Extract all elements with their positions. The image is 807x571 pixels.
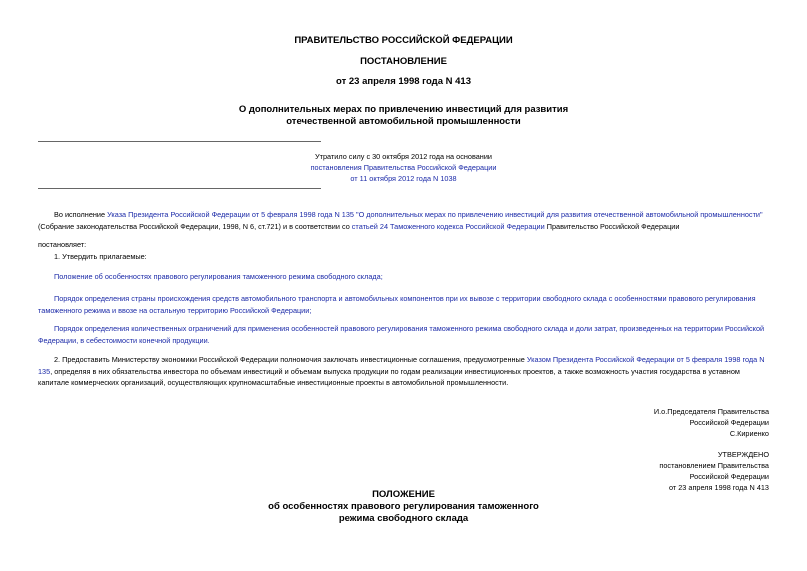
item-2-paragraph	[38, 354, 770, 389]
doc-type-heading: ПОСТАНОВЛЕНИЕ	[360, 56, 447, 67]
intro-paragraph	[38, 209, 770, 232]
signature-position: И.о.Председателя Правительства	[653, 407, 769, 416]
regulation-subtitle-line-1: об особенностях правового регулирования таможенного	[268, 501, 539, 512]
item-1-text: 1. Утвердить прилагаемые:	[54, 252, 147, 261]
approval-date: от 23 апреля 1998 года N 413	[668, 483, 769, 492]
signature-name: С.Кириенко	[729, 429, 769, 438]
item-2-prefix-text: 2. Предоставить Министерству экономики Российской Федерации полномочия заключать инвестиционные соглашения, предусмотренные	[54, 355, 527, 364]
customs-code-link[interactable]: статьей 24 Таможенного кодекса Российской Федерации	[351, 221, 545, 231]
title-line-1: О дополнительных мерах по привлечению инвестиций для развития	[238, 104, 569, 115]
intro-suffix-text: Правительство Российской Федерации	[544, 221, 680, 231]
item-2-decree-link[interactable]: Указом Президента Российской Федерации от 5 февраля 1998 года N 135	[38, 355, 765, 376]
signature-country: Российской Федерации	[689, 418, 769, 427]
divider-bottom	[38, 188, 321, 189]
approval-by: постановлением Правительства	[659, 461, 769, 470]
regulation-title: ПОЛОЖЕНИЕ	[372, 489, 435, 500]
date-number-heading: от 23 апреля 1998 года N 413	[336, 76, 471, 87]
title-line-2: отечественной автомобильной промышленности	[286, 116, 521, 127]
origin-procedure-link[interactable]: Порядок определения страны происхождения средств автомобильного транспорта и автомобильных компонентов при их вывозе с территории свободного склада с особенностями правового регулирования таможенного режима и ввозе на остальную территорию Российской Федерации;	[38, 294, 756, 315]
approval-country: Российской Федерации	[689, 472, 769, 481]
approved-regulation-link[interactable]: Положение об особенностях правового регулирования таможенного режима свободного склада;	[54, 272, 383, 281]
status-line: Утратило силу с 30 октября 2012 года на основании	[315, 152, 492, 161]
intro-prefix-text: Во исполнение	[54, 210, 108, 219]
government-heading: ПРАВИТЕЛЬСТВО РОССИЙСКОЙ ФЕДЕРАЦИИ	[294, 35, 513, 46]
quantitative-limits-link[interactable]: Порядок определения количественных ограничений для применения особенностей правового регулирования таможенного режима свободного склада и доли затрат, произведенных на территории Российской Федерации, в себестоимости конечной продукции.	[38, 324, 765, 345]
intro-mid-text: (Собрание законодательства Российской Федерации, 1998, N 6, ст.721) и в соответствии со	[38, 221, 352, 231]
divider-top	[38, 141, 321, 142]
decrees-text: постановляет:	[38, 240, 87, 249]
president-decree-link[interactable]: Указа Президента Российской Федерации от 5 февраля 1998 года N 135 "О дополнительных мерах по привлечению инвестиций для развития отечественной автомобильной промышленности"	[107, 210, 763, 219]
status-link-line-2[interactable]: от 11 октября 2012 года N 1038	[350, 174, 457, 183]
approval-stamp: УТВЕРЖДЕНО	[717, 450, 769, 459]
regulation-subtitle-line-2: режима свободного склада	[338, 513, 469, 524]
item-2-suffix-text: , определяя в них обязательства инвестора по объемам инвестиций и объемам выпуска продукции по годам реализации инвестиционных проектов, а также возможность участия государства в уставном капитале коммерческих организаций, осуществляющих крупномасштабные инвестиционные проекты в автомобильной промышленности.	[38, 366, 740, 387]
status-link-line-1[interactable]: постановления Правительства Российской Федерации	[310, 163, 497, 172]
